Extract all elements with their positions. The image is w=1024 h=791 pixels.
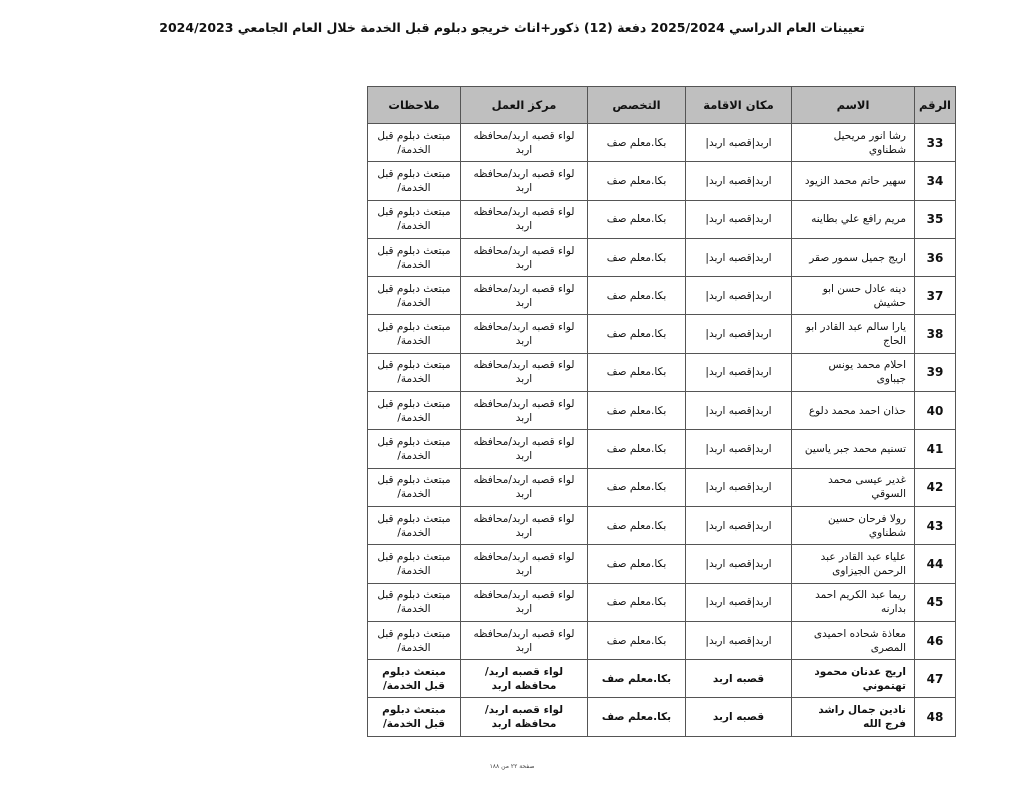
cell-workplace: لواء قصبه اربد/محافظه اربد [461, 621, 588, 659]
cell-name: احلام محمد يونس جيباوى [792, 353, 915, 391]
cell-num: 39 [915, 353, 956, 391]
cell-workplace: لواء قصبه اربد/محافظه اربد [461, 583, 588, 621]
header-num: الرقم [915, 87, 956, 124]
cell-name: معاذة شحاده احميدى المصرى [792, 621, 915, 659]
table-row [368, 200, 956, 238]
cell-specialty: بكا.معلم صف [588, 353, 686, 391]
table-row [368, 315, 956, 353]
table-row [368, 238, 956, 276]
cell-notes: مبتعث دبلوم قبل الخدمة/ [368, 315, 461, 353]
cell-num: 35 [915, 200, 956, 238]
document-title: تعيينات العام الدراسي 2025/2024 دفعة (12) ذكور+اناث خريجو دبلوم قبل الخدمة خلال العام الجامعي 2024/2023 [159, 20, 865, 35]
cell-specialty: بكا.معلم صف [588, 621, 686, 659]
cell-workplace: لواء قصبه اربد/محافظه اربد [461, 545, 588, 583]
cell-name: علياء عبد القادر عبد الرحمن الجيزاوى [792, 545, 915, 583]
cell-specialty: بكا.معلم صف [588, 238, 686, 276]
header-workplace: مركز العمل [461, 87, 588, 124]
cell-name: نادين جمال راشد فرج الله [792, 698, 915, 736]
cell-residence: قصبه اربد [686, 660, 792, 698]
cell-workplace: لواء قصبه اربد/محافظه اربد [461, 162, 588, 200]
cell-name: اريج جميل سمور صقر [792, 238, 915, 276]
table-row [368, 277, 956, 315]
cell-workplace: لواء قصبه اربد/محافظه اربد [461, 238, 588, 276]
cell-num: 33 [915, 124, 956, 162]
cell-num: 43 [915, 506, 956, 544]
cell-specialty: بكا.معلم صف [588, 545, 686, 583]
cell-name: اريج عدنان محمود تهتموني [792, 660, 915, 698]
cell-specialty: بكا.معلم صف [588, 392, 686, 430]
cell-workplace: لواء قصبه اربد/محافظه اربد [461, 660, 588, 698]
cell-specialty: بكا.معلم صف [588, 200, 686, 238]
cell-name: يارا سالم عبد القادر ابو الحاج [792, 315, 915, 353]
cell-specialty: بكا.معلم صف [588, 660, 686, 698]
cell-notes: مبتعث دبلوم قبل الخدمة/ [368, 392, 461, 430]
table-row [368, 124, 956, 162]
appointments-table [367, 86, 956, 737]
cell-residence: اربد|قصبه اربد| [686, 583, 792, 621]
cell-num: 40 [915, 392, 956, 430]
cell-name: دينه عادل حسن ابو حشيش [792, 277, 915, 315]
table-row [368, 353, 956, 391]
cell-workplace: لواء قصبه اربد/محافظه اربد [461, 468, 588, 506]
table-row [368, 660, 956, 698]
cell-residence: اربد|قصبه اربد| [686, 506, 792, 544]
cell-notes: مبتعث دبلوم قبل الخدمة/ [368, 162, 461, 200]
cell-num: 34 [915, 162, 956, 200]
cell-name: رولا فرحان حسين شطناوي [792, 506, 915, 544]
table-row [368, 430, 956, 468]
cell-name: غدير عيسى محمد السوقي [792, 468, 915, 506]
cell-notes: مبتعث دبلوم قبل الخدمة/ [368, 545, 461, 583]
cell-num: 48 [915, 698, 956, 736]
cell-specialty: بكا.معلم صف [588, 468, 686, 506]
cell-name: رشا انور مريحيل شطناوي [792, 124, 915, 162]
cell-specialty: بكا.معلم صف [588, 315, 686, 353]
cell-workplace: لواء قصبه اربد/محافظه اربد [461, 315, 588, 353]
table-row [368, 162, 956, 200]
cell-num: 45 [915, 583, 956, 621]
cell-num: 38 [915, 315, 956, 353]
cell-specialty: بكا.معلم صف [588, 698, 686, 736]
cell-residence: اربد|قصبه اربد| [686, 468, 792, 506]
cell-residence: اربد|قصبه اربد| [686, 124, 792, 162]
cell-notes: مبتعث دبلوم قبل الخدمة/ [368, 277, 461, 315]
cell-residence: اربد|قصبه اربد| [686, 238, 792, 276]
page-footer: صفحة ٢٢ من ١٨٨ [489, 763, 535, 770]
cell-notes: مبتعث دبلوم قبل الخدمة/ [368, 200, 461, 238]
cell-num: 46 [915, 621, 956, 659]
cell-num: 37 [915, 277, 956, 315]
table-row [368, 545, 956, 583]
cell-name: حذان احمد محمد دلوع [792, 392, 915, 430]
cell-notes: مبتعث دبلوم قبل الخدمة/ [368, 621, 461, 659]
cell-notes: مبتعث دبلوم قبل الخدمة/ [368, 353, 461, 391]
cell-num: 47 [915, 660, 956, 698]
cell-name: ريما عبد الكريم احمد بدارنه [792, 583, 915, 621]
cell-specialty: بكا.معلم صف [588, 277, 686, 315]
cell-notes: مبتعث دبلوم قبل الخدمة/ [368, 238, 461, 276]
cell-notes: مبتعث دبلوم قبل الخدمة/ [368, 506, 461, 544]
table-row [368, 468, 956, 506]
cell-name: سهير حاتم محمد الزيود [792, 162, 915, 200]
cell-workplace: لواء قصبه اربد/محافظه اربد [461, 124, 588, 162]
cell-num: 41 [915, 430, 956, 468]
cell-residence: اربد|قصبه اربد| [686, 392, 792, 430]
cell-workplace: لواء قصبه اربد/محافظه اربد [461, 200, 588, 238]
cell-num: 42 [915, 468, 956, 506]
cell-residence: قصبه اربد [686, 698, 792, 736]
cell-specialty: بكا.معلم صف [588, 583, 686, 621]
cell-residence: اربد|قصبه اربد| [686, 200, 792, 238]
cell-notes: مبتعث دبلوم قبل الخدمة/ [368, 430, 461, 468]
table-header-row [368, 87, 956, 124]
table-row [368, 506, 956, 544]
table-row [368, 583, 956, 621]
cell-notes: مبتعث دبلوم قبل الخدمة/ [368, 660, 461, 698]
table-row [368, 392, 956, 430]
cell-specialty: بكا.معلم صف [588, 506, 686, 544]
cell-residence: اربد|قصبه اربد| [686, 545, 792, 583]
cell-num: 36 [915, 238, 956, 276]
cell-workplace: لواء قصبه اربد/محافظه اربد [461, 506, 588, 544]
cell-notes: مبتعث دبلوم قبل الخدمة/ [368, 583, 461, 621]
cell-residence: اربد|قصبه اربد| [686, 353, 792, 391]
cell-specialty: بكا.معلم صف [588, 162, 686, 200]
cell-workplace: لواء قصبه اربد/محافظه اربد [461, 430, 588, 468]
cell-residence: اربد|قصبه اربد| [686, 277, 792, 315]
header-specialty: التخصص [588, 87, 686, 124]
header-name: الاسم [792, 87, 915, 124]
table-row [368, 621, 956, 659]
cell-notes: مبتعث دبلوم قبل الخدمة/ [368, 698, 461, 736]
cell-workplace: لواء قصبه اربد/محافظه اربد [461, 698, 588, 736]
table-row [368, 698, 956, 736]
cell-name: تسنيم محمد جبر ياسين [792, 430, 915, 468]
header-notes: ملاحظات [368, 87, 461, 124]
cell-specialty: بكا.معلم صف [588, 124, 686, 162]
cell-residence: اربد|قصبه اربد| [686, 315, 792, 353]
cell-notes: مبتعث دبلوم قبل الخدمة/ [368, 468, 461, 506]
cell-workplace: لواء قصبه اربد/محافظه اربد [461, 353, 588, 391]
cell-name: مريم رافع علي بطاينه [792, 200, 915, 238]
cell-residence: اربد|قصبه اربد| [686, 162, 792, 200]
cell-residence: اربد|قصبه اربد| [686, 430, 792, 468]
cell-workplace: لواء قصبه اربد/محافظه اربد [461, 392, 588, 430]
cell-residence: اربد|قصبه اربد| [686, 621, 792, 659]
header-residence: مكان الاقامة [686, 87, 792, 124]
cell-notes: مبتعث دبلوم قبل الخدمة/ [368, 124, 461, 162]
cell-num: 44 [915, 545, 956, 583]
cell-specialty: بكا.معلم صف [588, 430, 686, 468]
cell-workplace: لواء قصبه اربد/محافظه اربد [461, 277, 588, 315]
